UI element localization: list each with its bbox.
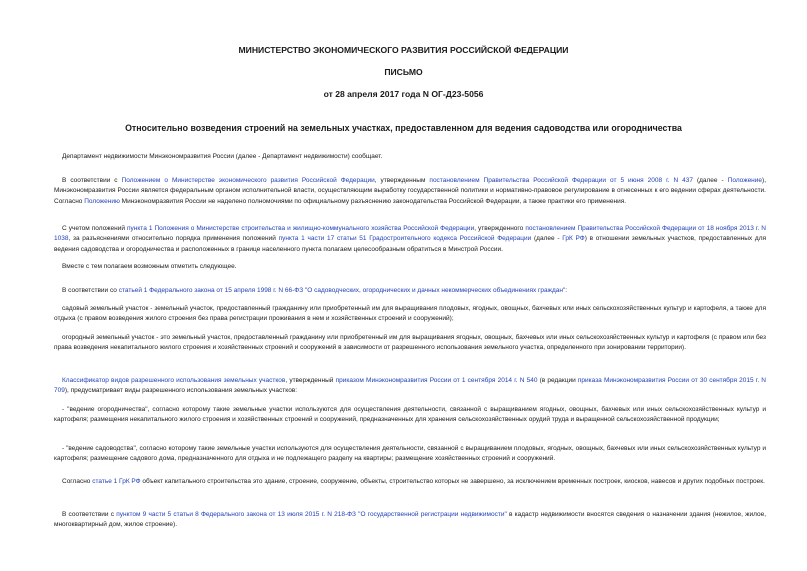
paragraph-text: , утвержденного (474, 225, 526, 232)
document-date-number: от 28 апреля 2017 года N ОГ-Д23-5056 (323, 89, 484, 99)
document-subject: Относительно возведения строений на земельных участках, предоставленном для ведения садоводства или огородничества (125, 123, 682, 133)
document-link[interactable]: постановлением Правительства Российской Федерации от 5 июня 2008 г. N 437 (429, 177, 693, 184)
document-link[interactable]: пункта 1 части 17 статьи 51 Градостроительного кодекса Российской Федерации (278, 235, 532, 243)
paragraph-text: С учетом положений (62, 225, 128, 232)
paragraph-text: в кадастр недвижимости вносятся сведения о назначении здания (нежилое, жилое, многоквартирный дом, жилое строение). (54, 511, 767, 529)
paragraph (54, 224, 766, 255)
paragraph (54, 510, 766, 531)
paragraph-text: объект капитального строительства это здание, строение, сооружение, объекты, строительство которых не завершено, за исключением временных построек, киосков, навесов и других подобных построек. (140, 478, 765, 485)
paragraph-text: - "ведение садоводства", согласно которому такие земельные участки используются для осуществления деятельности, связанной с выращиванием плодовых, ягодных, овощных, бахчевых или иных сельскохозяйственных культур и картофеля; размещение садового дома, предназначенного для отдыха и не подлежащего разделу на квартиры; размещение хозяйственных строений и сооружений. (54, 445, 766, 463)
paragraph-text: огородный земельный участок - это земельный участок, предоставленный гражданину или приобретенный им для выращивания ягодных, овощных, бахчевых или иных сельскохозяйственных культур и картофеля (с правом или без права возведения некапитального жилого строения и хозяйственных строений и сооружений в зависимости от разрешенного использования земельного участка, определенного при зонировании территории). (54, 334, 766, 352)
paragraph (54, 152, 766, 162)
paragraph-text: Согласно (62, 478, 93, 485)
paragraph (54, 477, 766, 487)
document-link[interactable]: статьей 1 Федерального закона от 15 апреля 1998 г. N 66-ФЗ "О садоводческих, огороднических и дачных некоммерческих объединениях граждан" (118, 287, 566, 294)
paragraph-text: Минэкономразвития России не наделено полномочиями по официальному разъяснению законодательства Российской Федерации, а также практики его применения. (119, 197, 627, 205)
paragraph-text: В соответствии с (62, 511, 117, 518)
paragraph-text: ), предусматривает виды разрешенного использования земельных участков: (64, 387, 298, 395)
paragraph-text: , утвержденным (374, 177, 430, 184)
document-link[interactable]: приказа Минэкономразвития России от 30 сентября 2015 г. N 709 (54, 377, 766, 395)
paragraph (54, 304, 766, 325)
paragraph (54, 176, 766, 207)
paragraph-text: (далее - (692, 177, 728, 184)
paragraph-text: - "ведение огородничества", согласно которому такие земельные участки используются для осуществления деятельности, связанной с выращиванием ягодных, овощных, бахчевых или иных сельскохозяйственных культур и картофеля; размещения некапитального жилого строения и хозяйственных строений и сооружений, предназначенных для хранения сельскохозяйственных орудий труда и выращенной сельскохозяйственной продукции; (54, 406, 766, 424)
paragraph-text: Департамент недвижимости Минэкономразвития России (далее - Департамент недвижимости) сообщает. (62, 153, 383, 160)
issuing-ministry: МИНИСТЕРСТВО ЭКОНОМИЧЕСКОГО РАЗВИТИЯ РОССИЙСКОЙ ФЕДЕРАЦИИ (238, 45, 569, 55)
paragraph (54, 444, 766, 465)
paragraph-text: , утвержденный (285, 377, 336, 384)
paragraph (54, 405, 766, 426)
document-link[interactable]: статье 1 ГрК РФ (92, 478, 141, 485)
document-type: ПИСЬМО (384, 67, 423, 77)
document-link[interactable]: ГрК РФ (562, 235, 585, 243)
document-link[interactable]: Положением о Министерстве экономического развития Российской Федерации (121, 177, 375, 184)
paragraph-text: , за разъяснениями относительно порядка применения положений (68, 235, 279, 243)
document-link[interactable]: Положение (727, 177, 763, 184)
paragraph (54, 333, 766, 354)
paragraph-text: : (565, 287, 568, 294)
document-link[interactable]: постановлением Правительства Российской Федерации от 18 ноября 2013 г. N 1038 (54, 225, 766, 243)
paragraph-text: (в редакции (537, 377, 578, 384)
paragraph-text: ) в отношении земельных участков, предоставленных для ведения садоводства и огородничества и расположенных в границе населенного пункта полагаем целесообразным обратиться в Минстрой России. (54, 235, 767, 253)
paragraph-text: садовый земельный участок - земельный участок, предоставленный гражданину или приобретенный им для выращивания плодовых, ягодных, овощных, бахчевых или иных сельскохозяйственных культур и картофеля, а также для отдыха (с правом возведения жилого строения без права регистрации проживания в нем и хозяйственных строений и сооружений); (54, 305, 766, 323)
paragraph-text: (далее - (531, 235, 563, 243)
paragraph-text: В соответствии с (62, 177, 122, 184)
document-link[interactable]: приказом Минэкономразвития России от 1 сентября 2014 г. N 540 (335, 377, 538, 384)
paragraph-text: Вместе с тем полагаем возможным отметить следующее. (62, 263, 237, 270)
document-link[interactable]: Положению (84, 197, 120, 205)
paragraph-text: В соответствии со (62, 287, 119, 294)
document-link[interactable]: пунктом 9 части 5 статьи 8 Федерального закона от 13 июля 2015 г. N 218-ФЗ "О государственной регистрации недвижимости" (116, 511, 507, 518)
document-link[interactable]: пункта 1 Положения о Министерстве строительства и жилищно-коммунального хозяйства Российской Федерации (127, 225, 475, 232)
paragraph (54, 286, 766, 296)
paragraph-text: ), Минэкономразвития России является федеральным органом исполнительной власти, осуществляющим выработку государственной политики и нормативно-правовое регулирование в отнесенных к его ведении сферах деятельности. Согласно (54, 177, 767, 205)
document-link[interactable]: Классификатор видов разрешенного использования земельных участков (62, 377, 286, 384)
paragraph (54, 376, 766, 397)
paragraph (54, 262, 766, 272)
